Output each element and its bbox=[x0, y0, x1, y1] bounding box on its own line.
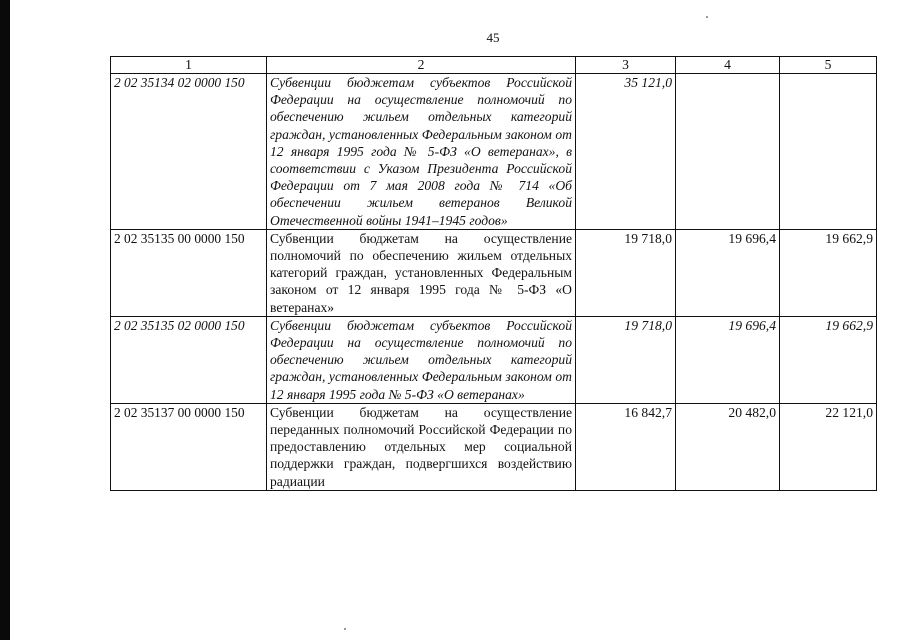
row-description: Субвенции бюджетам субъектов Российской Федерации на осуществление полномочий по обеспечению жильем отдельных категорий граждан, установленных Федеральным законом от 12 января 1995 года № 5-ФЗ «О ветеранах» bbox=[267, 316, 576, 403]
row-description: Субвенции бюджетам субъектов Российской Федерации на осуществление полномочий по обеспечению жильем отдельных категорий граждан, установленных Федеральным законом от 12 января 1995 года № 5-ФЗ «О ветеранах», в соответствии с Указом Президента Российской Федерации от 7 мая 2008 года № 714 «Об обеспечении жильем ветеранов Великой Отечественной войны 1941–1945 годов» bbox=[267, 74, 576, 230]
row-value-col3: 35 121,0 bbox=[576, 74, 676, 230]
column-header-1: 1 bbox=[111, 57, 267, 74]
row-value-col5: 19 662,9 bbox=[780, 316, 877, 403]
column-header-3: 3 bbox=[576, 57, 676, 74]
row-value-col5: 22 121,0 bbox=[780, 403, 877, 490]
scan-edge-bar bbox=[0, 0, 10, 640]
row-code: 2 02 35134 02 0000 150 bbox=[111, 74, 267, 230]
row-description: Субвенции бюджетам на осуществление полномочий по обеспечению жильем отдельных категорий граждан, установленных Федеральным законом от 12 января 1995 года № 5-ФЗ «О ветеранах» bbox=[267, 229, 576, 316]
row-code: 2 02 35135 00 0000 150 bbox=[111, 229, 267, 316]
row-description: Субвенции бюджетам на осуществление переданных полномочий Российской Федерации по предоставлению отдельных мер социальной поддержки граждан, подвергшихся воздействию радиации bbox=[267, 403, 576, 490]
scan-speck bbox=[344, 628, 346, 630]
table-row bbox=[111, 403, 877, 490]
row-code: 2 02 35135 02 0000 150 bbox=[111, 316, 267, 403]
row-value-col4 bbox=[676, 74, 780, 230]
row-value-col5 bbox=[780, 74, 877, 230]
column-header-2: 2 bbox=[267, 57, 576, 74]
column-header-4: 4 bbox=[676, 57, 780, 74]
header-row bbox=[111, 57, 877, 74]
column-header-5: 5 bbox=[780, 57, 877, 74]
table-row bbox=[111, 74, 877, 230]
row-value-col3: 19 718,0 bbox=[576, 229, 676, 316]
row-value-col3: 19 718,0 bbox=[576, 316, 676, 403]
table-row bbox=[111, 316, 877, 403]
row-value-col3: 16 842,7 bbox=[576, 403, 676, 490]
table-row bbox=[111, 229, 877, 316]
budget-table bbox=[110, 56, 877, 491]
row-value-col4: 20 482,0 bbox=[676, 403, 780, 490]
row-code: 2 02 35137 00 0000 150 bbox=[111, 403, 267, 490]
page-number: 45 bbox=[486, 30, 500, 45]
row-value-col4: 19 696,4 bbox=[676, 229, 780, 316]
row-value-col4: 19 696,4 bbox=[676, 316, 780, 403]
scan-speck bbox=[706, 16, 708, 18]
row-value-col5: 19 662,9 bbox=[780, 229, 877, 316]
